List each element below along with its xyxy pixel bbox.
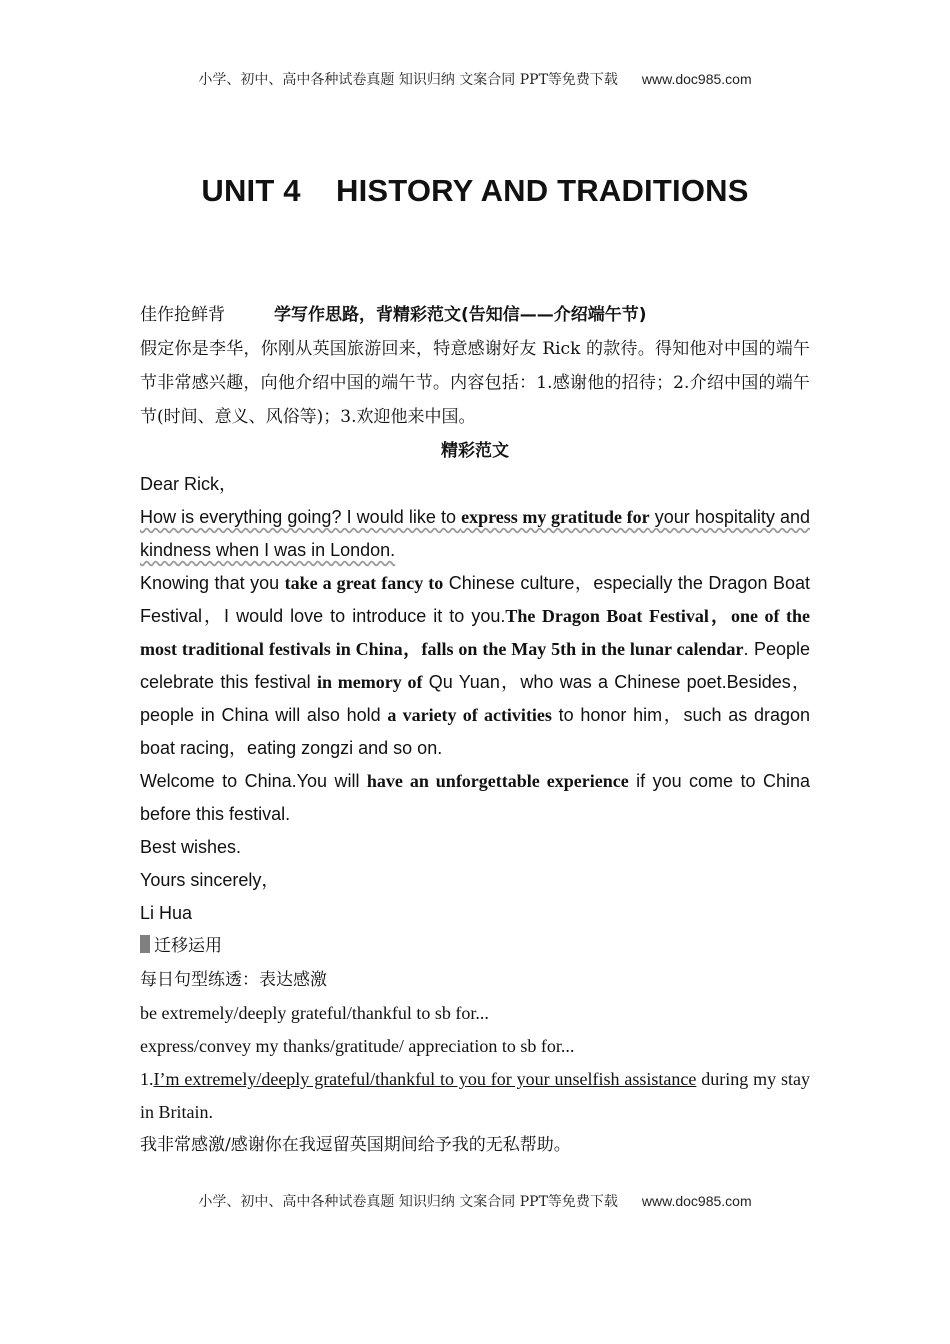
text-segment: . People celebrate this festival [140,639,810,692]
text-segment: if you come to China before this festival. [140,771,810,824]
text-segment: your hospitality and kindness when I was in London. [140,507,811,560]
text-segment: Chinese culture，especially the Dragon Boat Festival，I would love to introduce it to you. [140,573,810,626]
page-title: UNIT 4 HISTORY AND TRADITIONS [201,173,749,208]
text-segment: to honor him，such as dragon boat racing，eating zongzi and so on. [140,705,810,758]
footer-text: 小学、初中、高中各种试卷真题 知识归纳 文案合同 PPT等免费下载 [198,1194,618,1210]
transfer-heading: 迁移运用 [154,936,222,956]
letter-paragraph-2 [140,567,810,765]
pattern-2: express/convey my thanks/gratitude/ appreciation to sb for... [140,1036,575,1056]
main-content [140,298,810,1162]
header-site-link[interactable]: www.doc985.com [641,71,752,87]
section-tag: 佳作抢鲜背 [140,305,225,325]
highlight-phrase: a variety of activities [387,705,552,725]
footer-site-link[interactable]: www.doc985.com [641,1193,752,1209]
letter-wishes: Best wishes. [140,837,242,857]
letter-paragraph-3 [140,765,810,831]
section-marker-icon [140,935,150,953]
pattern-topic: 表达感激 [259,970,327,990]
example-rest: during my stay in Britain. [140,1069,810,1122]
section-header [140,298,810,332]
page-header [0,69,950,89]
sample-letter [140,468,810,930]
highlight-phrase: have an unforgettable experience [366,771,629,791]
highlight-phrase: express my gratitude for [461,507,650,527]
text-segment: Knowing that you [140,573,285,593]
page-footer [0,1191,950,1211]
section-subtitle: 学写作思路，背精彩范文(告知信——介绍端午节) [274,305,647,325]
letter-signature: Li Hua [140,903,193,923]
pattern-title [140,963,810,997]
transfer-heading-row [140,930,810,963]
text-segment: Welcome to China.You will [140,771,367,791]
transfer-section [140,930,810,1162]
highlight-phrase: in memory of [316,672,423,692]
example-underlined: I’m extremely/deeply grateful/thankful to you for your unselfish assistance [153,1069,697,1089]
writing-prompt: 假定你是李华，你刚从英国旅游回来，特意感谢好友 Rick 的款待。得知他对中国的端午节非常感兴趣，向他介绍中国的端午节。内容包括：1.感谢他的招待；2.介绍中国的端午节(时间、意义、风俗等)；3.欢迎他来中国。 [140,339,810,427]
text-segment: How is everything going? I would like to [140,507,462,527]
highlight-sentence: The Dragon Boat Festival，one of the most traditional festivals in China，falls on the May 5th in the lunar calendar [140,606,811,659]
pattern-1: be extremely/deeply grateful/thankful to sb for... [140,1003,489,1023]
letter-greeting: Dear Rick， [140,474,238,494]
example-1 [140,1063,810,1129]
header-text: 小学、初中、高中各种试卷真题 知识归纳 文案合同 PPT等免费下载 [198,72,618,88]
sample-heading: 精彩范文 [441,441,509,461]
pattern-label: 每日句型练透： [140,970,259,990]
letter-closing: Yours sincerely， [140,870,280,890]
text-segment: Qu Yuan，who was a Chinese poet.Besides，people in China will also hold [140,672,810,725]
highlight-phrase: take a great fancy to [284,573,444,593]
example-1-translation: 我非常感激/感谢你在我逗留英国期间给予我的无私帮助。 [140,1135,571,1155]
letter-paragraph-1 [140,501,810,567]
example-number: 1. [140,1069,154,1089]
